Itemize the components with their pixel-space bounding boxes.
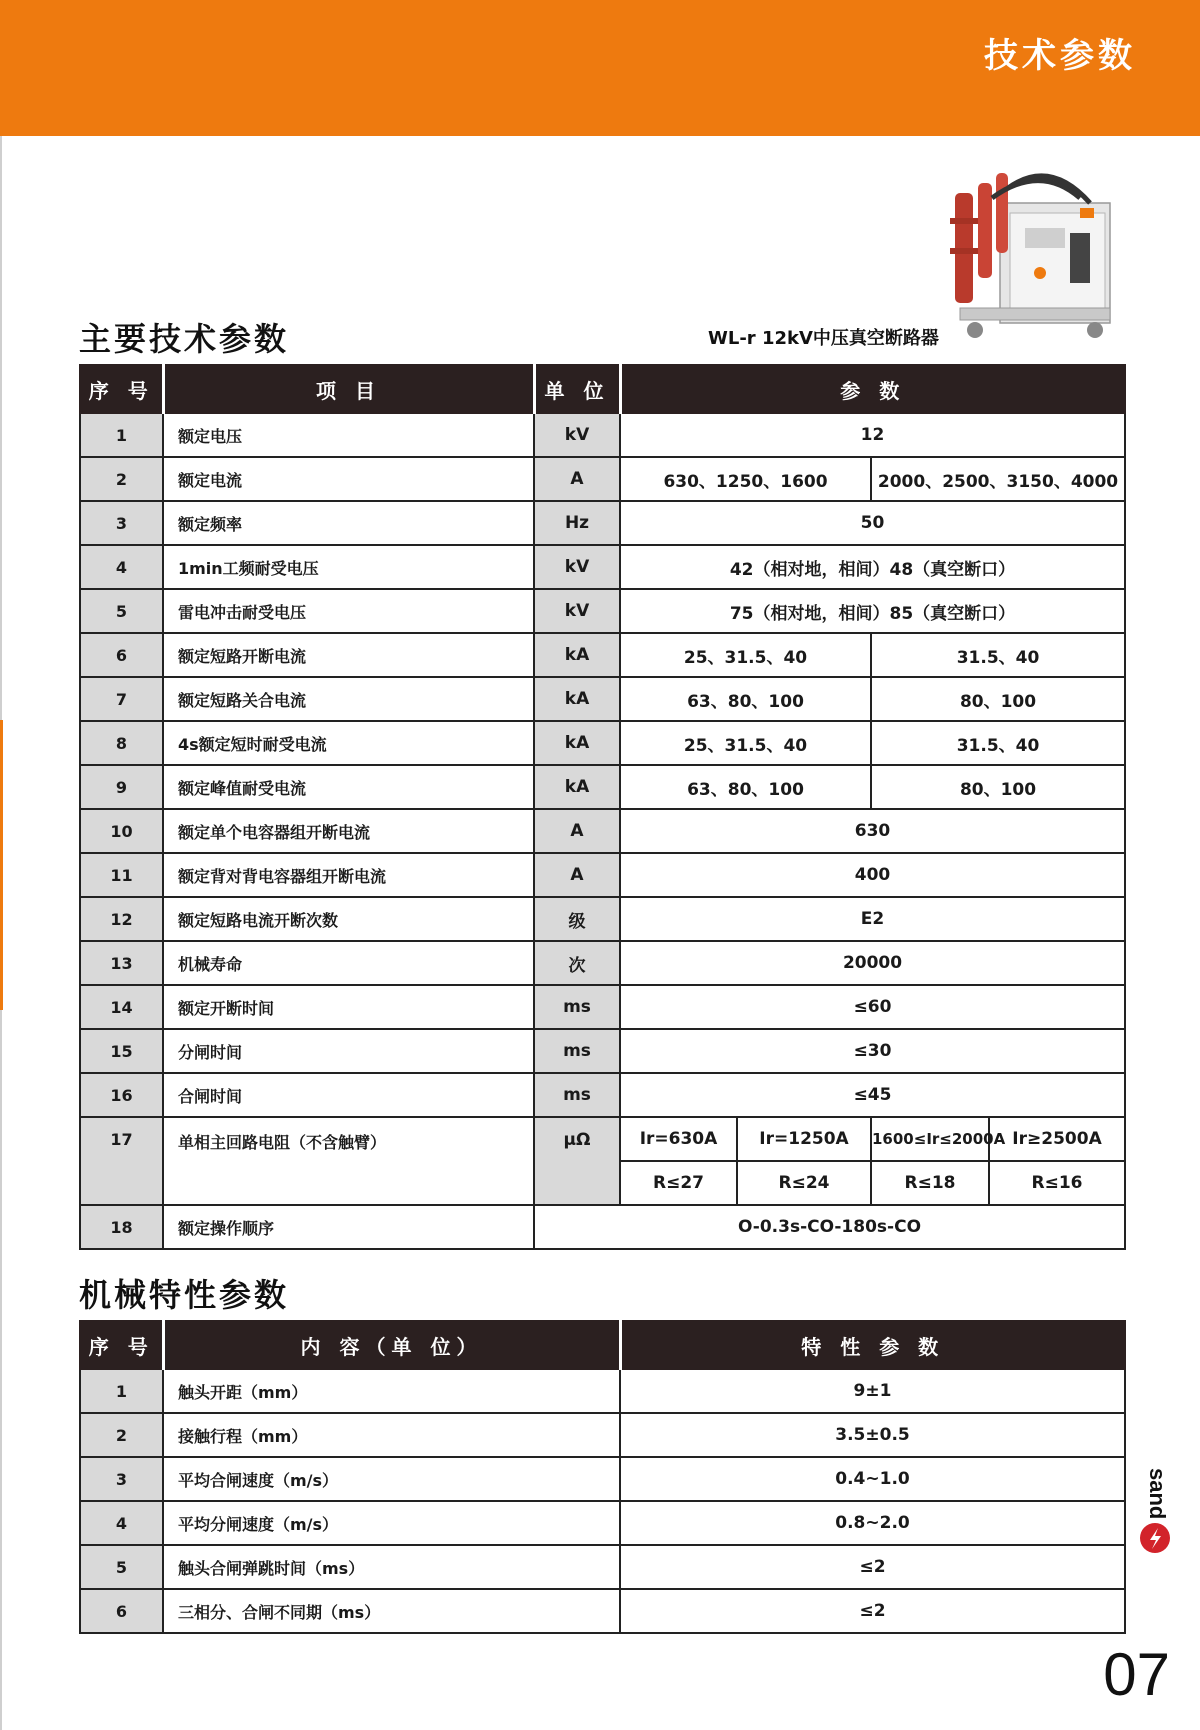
- row-value: 80、100: [871, 765, 1125, 809]
- row-unit: kA: [534, 765, 620, 809]
- header-idx: 序 号: [80, 1321, 163, 1369]
- row-index: 2: [80, 457, 163, 501]
- header-title: 技术参数: [984, 36, 1136, 76]
- table-row: [80, 413, 1125, 457]
- row-index: 7: [80, 677, 163, 721]
- row-content: 触头开距（mm）: [163, 1369, 620, 1413]
- circuit-breaker-illustration: [930, 158, 1130, 358]
- row-item: 4s额定短时耐受电流: [163, 721, 534, 765]
- header-param: 特 性 参 数: [620, 1321, 1125, 1369]
- row-value: E2: [620, 897, 1125, 941]
- table-row: [80, 765, 1125, 809]
- row-unit: kA: [534, 677, 620, 721]
- row-unit: kV: [534, 589, 620, 633]
- main-table-body-tail: [80, 1117, 1125, 1249]
- current-range-cell: 1600≤Ir≤2000A: [871, 1117, 989, 1161]
- row-index: 9: [80, 765, 163, 809]
- row-item: 分闸时间: [163, 1029, 534, 1073]
- row-item: 额定电压: [163, 413, 534, 457]
- row-value: 20000: [620, 941, 1125, 985]
- row-item: 合闸时间: [163, 1073, 534, 1117]
- table-row: [80, 897, 1125, 941]
- row-item: 雷电冲击耐受电压: [163, 589, 534, 633]
- row-index: 2: [80, 1413, 163, 1457]
- row-content: 三相分、合闸不同期（ms）: [163, 1589, 620, 1633]
- row-unit: μΩ: [534, 1117, 620, 1205]
- row-item: 机械寿命: [163, 941, 534, 985]
- current-range-cell: Ir=630A: [620, 1117, 737, 1161]
- row-index: 12: [80, 897, 163, 941]
- row-index: 5: [80, 1545, 163, 1589]
- row-item: 单相主回路电阻（不含触臂）: [163, 1117, 534, 1205]
- table-row: [80, 809, 1125, 853]
- table-row: [80, 545, 1125, 589]
- row-index: 17: [80, 1117, 163, 1205]
- row-index: 11: [80, 853, 163, 897]
- row-index: 14: [80, 985, 163, 1029]
- row-value: 3.5±0.5: [620, 1413, 1125, 1457]
- table-row: [80, 633, 1125, 677]
- row-unit: kA: [534, 721, 620, 765]
- row-index: 16: [80, 1073, 163, 1117]
- table-row: [80, 1457, 1125, 1501]
- row-index: 1: [80, 413, 163, 457]
- table-row: [80, 1073, 1125, 1117]
- row-value: 50: [620, 501, 1125, 545]
- row-content: 接触行程（mm）: [163, 1413, 620, 1457]
- row-index: 13: [80, 941, 163, 985]
- row-value: 63、80、100: [620, 765, 871, 809]
- row-index: 18: [80, 1205, 163, 1249]
- table-row: [80, 1369, 1125, 1413]
- table-row: [80, 677, 1125, 721]
- brand-logo: [1136, 1466, 1176, 1556]
- table-row: [80, 1501, 1125, 1545]
- row-value: ≤2: [620, 1589, 1125, 1633]
- row-index: 4: [80, 545, 163, 589]
- row-unit: 级: [534, 897, 620, 941]
- page-number: 07: [1103, 1641, 1170, 1708]
- row-value: O-0.3s-CO-180s-CO: [534, 1205, 1125, 1249]
- row-content: 触头合闸弹跳时间（ms）: [163, 1545, 620, 1589]
- row-value: 9±1: [620, 1369, 1125, 1413]
- row-item: 额定短路开断电流: [163, 633, 534, 677]
- row-item: 额定电流: [163, 457, 534, 501]
- table-row: [80, 501, 1125, 545]
- row-unit: Hz: [534, 501, 620, 545]
- row-value: ≤45: [620, 1073, 1125, 1117]
- header-param: 参 数: [620, 365, 1125, 413]
- row-unit: kV: [534, 545, 620, 589]
- table-row: [80, 721, 1125, 765]
- main-params-table: [79, 364, 1126, 1250]
- row-item: 额定操作顺序: [163, 1205, 534, 1249]
- table-row: [80, 1117, 1125, 1161]
- table-row: [80, 1545, 1125, 1589]
- row-index: 15: [80, 1029, 163, 1073]
- row-item: 额定单个电容器组开断电流: [163, 809, 534, 853]
- table-row: [80, 1589, 1125, 1633]
- row-content: 平均合闸速度（m/s）: [163, 1457, 620, 1501]
- row-unit: ms: [534, 1073, 620, 1117]
- row-index: 10: [80, 809, 163, 853]
- row-value: 75（相对地，相间）85（真空断口）: [620, 589, 1125, 633]
- row-index: 6: [80, 1589, 163, 1633]
- row-content: 平均分闸速度（m/s）: [163, 1501, 620, 1545]
- mech-params-title: 机械特性参数: [79, 1276, 290, 1314]
- table-row: [80, 1205, 1125, 1249]
- table-row: [80, 985, 1125, 1029]
- header-content: 内 容（单 位）: [163, 1321, 620, 1369]
- row-value: 80、100: [871, 677, 1125, 721]
- row-unit: A: [534, 853, 620, 897]
- row-value: 2000、2500、3150、4000: [871, 457, 1125, 501]
- row-value: ≤30: [620, 1029, 1125, 1073]
- row-unit: ms: [534, 1029, 620, 1073]
- row-unit: ms: [534, 985, 620, 1029]
- row-value: ≤2: [620, 1545, 1125, 1589]
- row-value: 630: [620, 809, 1125, 853]
- header-unit: 单 位: [534, 365, 620, 413]
- current-range-cell: Ir=1250A: [737, 1117, 871, 1161]
- row-value: 42（相对地，相间）48（真空断口）: [620, 545, 1125, 589]
- row-index: 3: [80, 501, 163, 545]
- row-item: 额定短路关合电流: [163, 677, 534, 721]
- row-index: 3: [80, 1457, 163, 1501]
- left-accent-bar: [0, 720, 3, 1010]
- row-item: 额定短路电流开断次数: [163, 897, 534, 941]
- row-value: 0.8~2.0: [620, 1501, 1125, 1545]
- row-unit: A: [534, 457, 620, 501]
- row-item: 额定背对背电容器组开断电流: [163, 853, 534, 897]
- row-value: 63、80、100: [620, 677, 871, 721]
- row-value: 31.5、40: [871, 721, 1125, 765]
- row-unit: 次: [534, 941, 620, 985]
- resistance-cell: R≤18: [871, 1161, 989, 1205]
- table-row: [80, 941, 1125, 985]
- product-caption: WL-r 12kV中压真空断路器: [708, 328, 939, 349]
- main-params-title: 主要技术参数: [79, 320, 290, 358]
- row-unit: A: [534, 809, 620, 853]
- row-value: 400: [620, 853, 1125, 897]
- table-row: [80, 1413, 1125, 1457]
- resistance-cell: R≤16: [989, 1161, 1125, 1205]
- resistance-cell: R≤27: [620, 1161, 737, 1205]
- table-row: [80, 853, 1125, 897]
- table-row: [80, 457, 1125, 501]
- row-value: 12: [620, 413, 1125, 457]
- brand-name: sand: [1145, 1468, 1170, 1520]
- row-value: 630、1250、1600: [620, 457, 871, 501]
- row-unit: kV: [534, 413, 620, 457]
- mech-table-body: [80, 1369, 1125, 1633]
- header-item: 项 目: [163, 365, 534, 413]
- row-index: 4: [80, 1501, 163, 1545]
- row-value: 25、31.5、40: [620, 721, 871, 765]
- row-value: 0.4~1.0: [620, 1457, 1125, 1501]
- row-index: 6: [80, 633, 163, 677]
- current-range-cell: Ir≥2500A: [989, 1117, 1125, 1161]
- table-row: [80, 589, 1125, 633]
- row-index: 1: [80, 1369, 163, 1413]
- header-idx: 序 号: [80, 365, 163, 413]
- row-item: 额定频率: [163, 501, 534, 545]
- row-unit: kA: [534, 633, 620, 677]
- row-value: 31.5、40: [871, 633, 1125, 677]
- table-row: [80, 1029, 1125, 1073]
- mech-params-table: [79, 1320, 1126, 1634]
- main-table-body: [80, 413, 1125, 1117]
- row-value: ≤60: [620, 985, 1125, 1029]
- resistance-cell: R≤24: [737, 1161, 871, 1205]
- row-index: 5: [80, 589, 163, 633]
- row-value: 25、31.5、40: [620, 633, 871, 677]
- row-item: 额定峰值耐受电流: [163, 765, 534, 809]
- row-index: 8: [80, 721, 163, 765]
- row-item: 额定开断时间: [163, 985, 534, 1029]
- row-item: 1min工频耐受电压: [163, 545, 534, 589]
